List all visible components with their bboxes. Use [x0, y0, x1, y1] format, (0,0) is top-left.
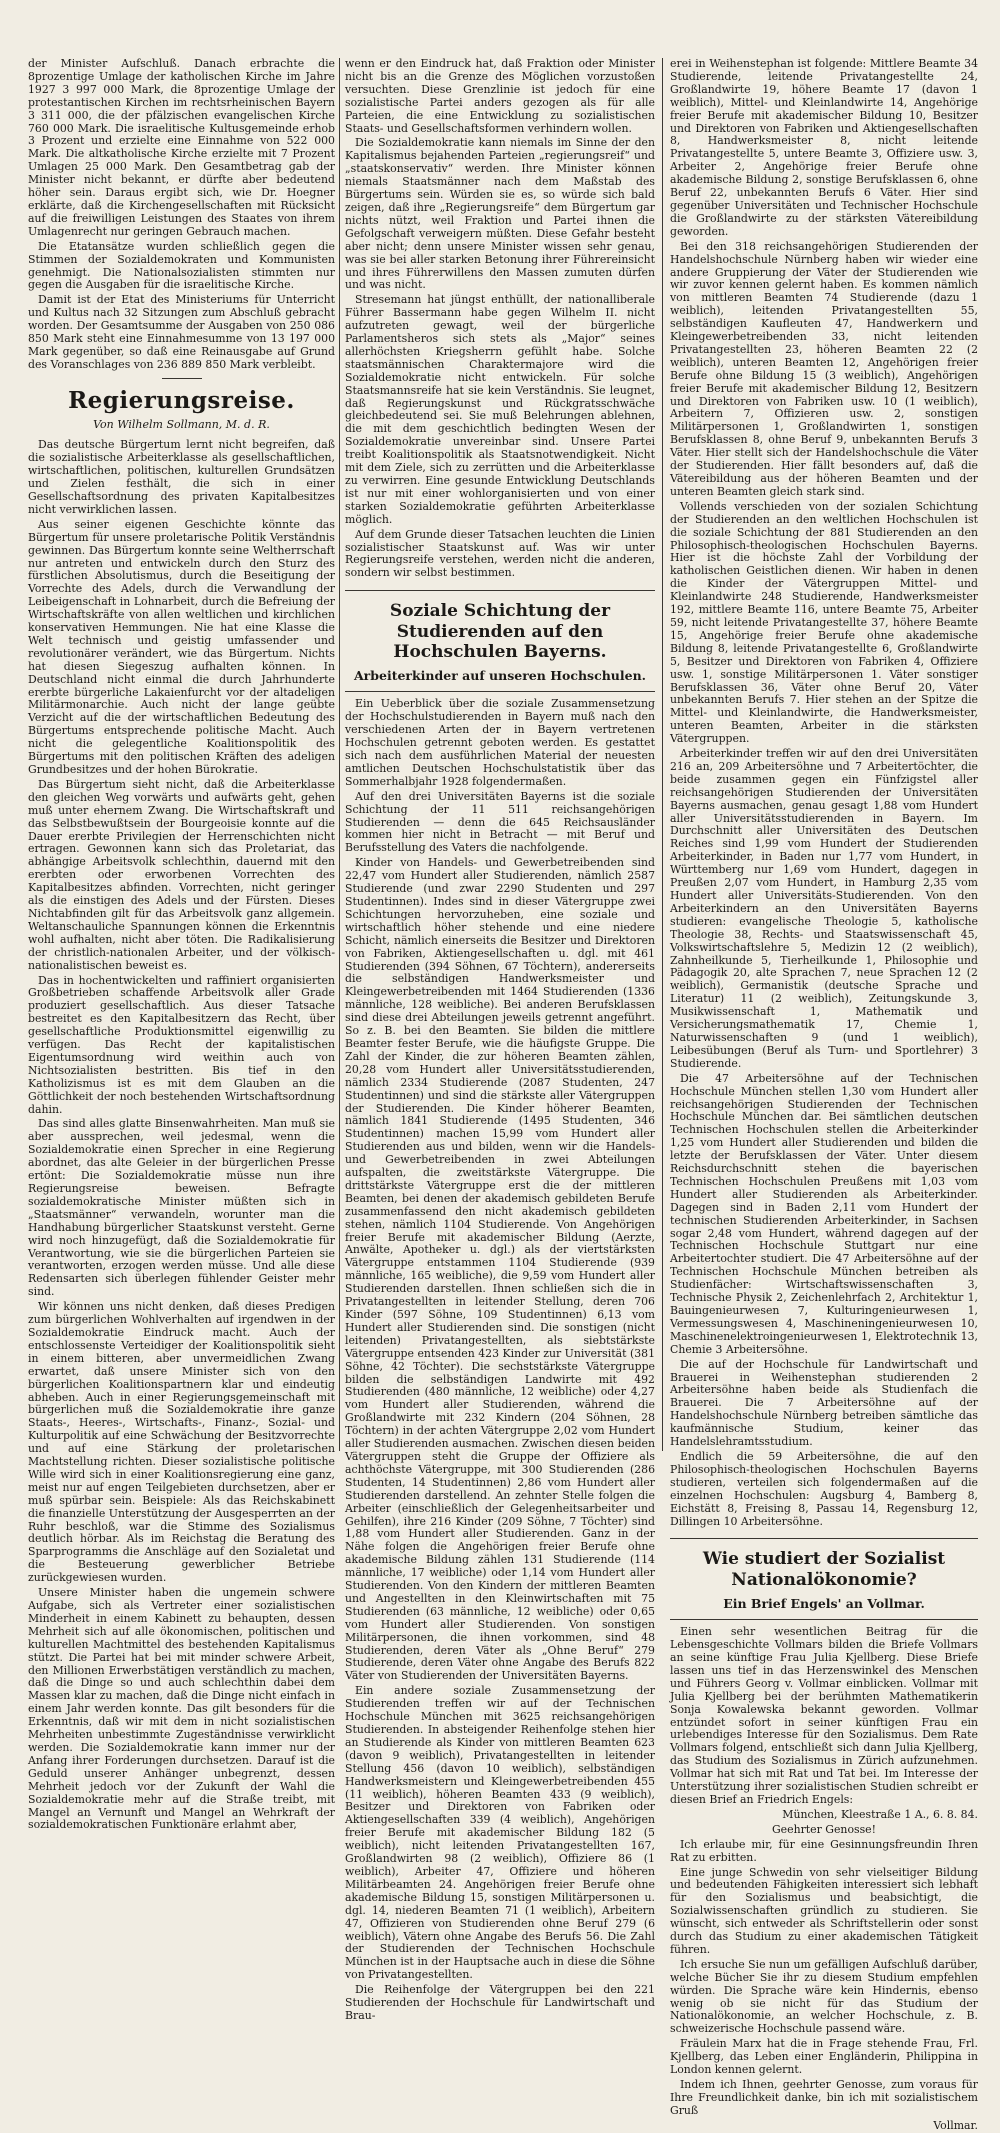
- paragraph: Ein Ueberblick über die soziale Zusammensetzung der Hochschulstudierenden in Bayern muß nach den verschiedenen Arten der in Bayern vertretenen Hochschulen getrennt geboten werden. Es gestattet sich nach dem ausführlichen Material der neuesten amtlichen Deutschen Hochschulstatistik über das Sommerhalbjahr 1928 folgendermaßen.: [345, 697, 655, 788]
- column-3: [670, 57, 979, 2132]
- paragraph: Damit ist der Etat des Ministeriums für Unterricht und Kultus nach 32 Sitzungen zum Abschluß gebracht worden. Der Gesamtsumme der Ausgaben von 250 086 850 Mark steht eine Einnahmesumme von 13 197 000 Mark gegenüber, so daß eine Reinausgabe auf Grund des Voranschlages von 236 889 850 Mark verbleibt.: [28, 293, 335, 371]
- article-subheadline: Ein Brief Engels' an Vollmar.: [723, 1596, 925, 1612]
- paragraph: Stresemann hat jüngst enthüllt, der nationalliberale Führer Bassermann habe gegen Wilhelm II. nicht aufzutreten gewagt, weil der bürgerliche Parlamentsheros sich stets als „Major“ seines allerhöchsten Kriegsherrn gefühlt habe. Solche staatsmännischen Charaktermajore wird die Sozialdemokratie nicht entwickeln. Für solche Staatsmannsreife hat sie kein Verständnis. Sie leugnet, daß Regierungskunst und Rückgratsschwäche gleichbedeutend sei. Sie muß Belehrungen ablehnen, die mit dem geschichtlich bedingten Wesen der Sozialdemokratie unvereinbar sind. Unsere Partei treibt Koalitionspolitik als Staatsnotwendigkeit. Nicht mit dem Ziele, sich zu zerrütten und die Arbeiterklasse zu verwirren. Eine gesunde Entwicklung Deutschlands ist nur mit einer wohlorganisierten und von einer starken Sozialdemokratie geführten Arbeiterklasse möglich.: [345, 293, 655, 526]
- paragraph: Ich ersuche Sie nun um gefälligen Aufschluß darüber, welche Bücher Sie ihr zu diesem Studium empfehlen würden. Die Sprache wäre kein Hindernis, ebenso wenig ob sie nicht für das Studium der Nationalökonomie, an welcher Hochschule, z. B. schweizerische Hochschule passend wäre.: [670, 1957, 979, 2036]
- paragraph: wenn er den Eindruck hat, daß Fraktion oder Minister nicht bis an die Grenze des Möglichen vorzustoßen versuchten. Diese Grenzlinie ist jedoch für eine sozialistische Partei anders gezogen als für alle Parteien, die eine Entwicklung zu sozialistischen Staats- und Gesellschaftsformen verhindern wollen.: [345, 57, 655, 135]
- letter-signature: Vollmar.: [933, 2118, 978, 2132]
- article-headline: Regierungsreise.: [68, 386, 295, 414]
- article-header-box: [345, 590, 655, 692]
- paragraph: Arbeiterkinder treffen wir auf den drei Universitäten 216 an, 209 Arbeitersöhne und 7 Arbeitertöchter, die beide zusammen gegen ein Fünfzigstel aller reichsangehörigen Studierenden der Universitäten Bayerns ausmachen, genau gesagt 1,88 vom Hundert aller Universitätsstudierenden in Bayern. Im Durchschnitt aller Universitäten des Deutschen Reiches sind 1,99 vom Hundert der Studierenden Arbeiterkinder, in Baden nur 1,77 vom Hundert, in Württemberg nur 1,69 vom Hundert, dagegen in Preußen 2,07 vom Hundert, in Hamburg 2,35 vom Hundert aller Universitäts-Studierenden. Von den Arbeiterkindern an den Universitäten Bayerns studieren: evangelische Theologie 5, katholische Theologie 38, Rechts- und Staatswissenschaft 45, Volkswirtschaftslehre 5, Medizin 12 (2 weiblich), Zahnheilkunde 5, Tierheilkunde 1, Philosophie und Pädagogik 20, alte Sprachen 7, neue Sprachen 12 (2 weiblich), Germanistik (deutsche Sprache und Literatur) 11 (2 weiblich), Zeitungskunde 3, Musikwissenschaft 1, Mathematik und Versicherungsmathematik 17, Chemie 1, Naturwissenschaften 9 (und 1 weiblich), Leibesübungen (Beruf als Turn- und Sportlehrer) 3 Studierende.: [670, 747, 978, 1070]
- paragraph: Vollends verschieden von der sozialen Schichtung der Studierenden an den weltlichen Hochschulen ist die soziale Schichtung der 881 Studierenden an den Philosophisch-theologischen Hochschulen Bayerns. Hier ist die höchste Zahl der Vorbildung der katholischen Geistlichen dienen. Wir haben in denen die Kinder der Vätergruppen Mittel- und Kleinlandwirte 248 Studierende, Handwerksmeister 192, mittlere Beamte 116, untere Beamte 75, Arbeiter 59, nicht leitende Privatangestellte 37, höhere Beamte 15, Angehörige freier Berufe ohne akademische Bildung 8, leitende Privatangestellte 6, Großlandwirte 5, Besitzer und Direktoren von Fabriken 4, Offiziere usw. 1, sonstige Militärpersonen 1. Väter sonstiger Berufsklassen 36, Väter ohne Beruf 20, Väter unbekannten Berufs 7. Hier stehen an der Spitze die Mittel- und Kleinlandwirte, die Handwerksmeister, unteren Beamten, Arbeiter in die stärksten Vätergruppen.: [670, 499, 978, 746]
- paragraph: Die Etatansätze wurden schließlich gegen die Stimmen der Sozialdemokraten und Kommunisten genehmigt. Die Nationalsozialisten stimmten nur gegen die Ausgaben für die israelitische Kirche.: [28, 239, 335, 292]
- paragraph: Eine junge Schwedin von sehr vielseitiger Bildung und bedeutenden Fähigkeiten interessiert sich lebhaft für den Sozialismus und beabsichtigt, die Sozialwissenschaften gründlich zu studieren. Sie wünscht, sich entweder als Schriftstellerin oder sonst durch das Studium zu einer akademischen Tätigkeit führen.: [670, 1865, 978, 1956]
- paragraph: Auf dem Grunde dieser Tatsachen leuchten die Linien sozialistischer Staatskunst auf. Was wir unter Regierungsreife verstehen, werden nicht die anderen, sondern wir selbst bestimmen.: [345, 527, 655, 580]
- article-header-box: [670, 1538, 978, 1620]
- paragraph: Die auf der Hochschule für Landwirtschaft und Brauerei in Weihenstephan studierenden 2 Arbeitersöhne haben beide als Studienfach die Brauerei. Die 7 Arbeitersöhne auf der Handelshochschule Nürnberg betreiben sämtliche das kaufmännische Studium, keiner das Handelslehramtsstudium.: [670, 1357, 978, 1449]
- byline: Von Wilhelm Sollmann, M. d. R.: [93, 418, 270, 432]
- paragraph: Das sind alles glatte Binsenwahrheiten. Man muß sie aber aussprechen, weil jedesmal, wenn die Sozialdemokratie einen Sprecher in eine Regierung abordnet, das alte Geleier in der bürgerlichen Presse ertönt: Die Sozialdemokratie müsse nun ihre Regierungsreise beweisen. Befragte sozialdemokratische Minister müßten sich in „Staatsmänner“ verwandeln, worunter man die Handhabung bürgerlicher Staatskunst versteht. Gerne wird noch hinzugefügt, daß die Sozialdemokratie für Verantwortung, wie sie die bürgerlichen Parteien sie verantworten, erzogen werden müsse. Und alle diese Redensarten sich überlegen fühlender Geister mehr sind.: [28, 1117, 335, 1299]
- paragraph: Fräulein Marx hat die in Frage stehende Frau, Frl. Kjellberg, das Leben einer Engländerin, Philippina in London kennen gelernt.: [670, 2037, 978, 2077]
- paragraph: erei in Weihenstephan ist folgende: Mittlere Beamte 34 Studierende, leitende Privatangestellte 24, Großlandwirte 19, höhere Beamte 17 (davon 1 weiblich), Mittel- und Kleinlandwirte 14, Angehörige freier Berufe mit akademischer Bildung 10, Besitzer und Direktoren von Fabriken und Aktiengesellschaften 8, Handwerksmeister 8, nicht leitende Privatangestellte 5, untere Beamte 3, Offiziere usw. 3, Arbeiter 2, Angehörige freier Berufe ohne akademische Bildung 2, sonstige Berufsklassen 6, ohne Beruf 22, unbekannten Berufs 6 Väter. Hier sind gegenüber Universitäten und Technischer Hochschule die Großlandwirte zu der stärksten Vätereibildung geworden.: [670, 57, 978, 238]
- paragraph: Indem ich Ihnen, geehrter Genosse, zum voraus für Ihre Freundlichkeit danke, bin ich mit sozialistischem Gruß: [670, 2078, 978, 2117]
- paragraph: Die Sozialdemokratie kann niemals im Sinne der den Kapitalismus bejahenden Parteien „regierungsreif“ und „staatskonservativ“ werden. Ihre Minister können niemals Staatsmänner nach dem Maßstab des Bürgertums sein. Würden sie es, so würde sich bald zeigen, daß ihre „Regierungsreife“ dem Bürgertum gar nichts nützt, weil Fraktion und Partei ihnen die Gefolgschaft verweigern müßten. Diese Gefahr besteht aber nicht; denn unsere Minister wissen sehr genau, was sie bei aller starken Betonung ihrer Führereinsicht und ihres Führerwillens den Massen zumuten dürfen und was nicht.: [345, 136, 655, 292]
- paragraph: Ich erlaube mir, für eine Gesinnungsfreundin Ihren Rat zu erbitten.: [670, 1837, 978, 1864]
- column-1: [28, 57, 335, 1832]
- letter-salutation: Geehrter Genosse!: [771, 1822, 876, 1836]
- paragraph: Das deutsche Bürgertum lernt nicht begreifen, daß die sozialistische Arbeiterklasse als gesellschaftlichen, wirtschaftlichen, politischen, kulturellen Grundsätzen und Zielen festhält, die sich in einer Gesellschaftsordnung des privaten Kapitalbesitzes nicht verwirklichen lassen.: [28, 438, 335, 516]
- article-headline: Soziale Schichtung der Studierenden auf den Hochschulen Bayerns.: [389, 601, 611, 663]
- column-rule: [339, 58, 340, 1451]
- paragraph: Auf den drei Universitäten Bayerns ist die soziale Schichtung der 11 511 reichsangehörigen Studierenden — denn die 645 Reichsausländer kommen hier nicht in Betracht — mit Beruf und Berufsstellung des Vaters die nachfolgende.: [345, 789, 655, 855]
- paragraph: Kinder von Handels- und Gewerbetreibenden sind 22,47 vom Hundert aller Studierenden, nämlich 2587 Studierende (und zwar 2290 Studenten und 297 Studentinnen). Indes sind in dieser Vätergruppe zwei Schichtungen hervorzuheben, eine soziale und wirtschaftlich höher stehende und eine niedere Schicht, nämlich einerseits die Besitzer und Direktoren von Fabriken, Aktiengesellschaften u. dgl. mit 461 Studierenden (394 Söhnen, 67 Töchtern), andererseits die selbständigen Handwerksmeister und Kleingewerbetreibenden mit 1464 Studierenden (1336 männliche, 128 weibliche). Bei anderen Berufsklassen sind diese drei Abteilungen jeweils getrennt angeführt. So z. B. bei den Beamten. Sie bilden die mittlere Beamter fester Berufe, wie die häufigste Gruppe. Die Zahl der Kinder, die zur höheren Beamten zählen, 20,28 vom Hundert aller Universitätsstudierenden, nämlich 2334 Studierende (2087 Studenten, 247 Studentinnen) und sind die stärkste aller Vätergruppen der Studierenden. Die Kinder höherer Beamten, nämlich 1841 Studierende (1495 Studenten, 346 Studentinnen) machen 15,99 vom Hundert aller Studierenden aus und bilden, wenn wir die Handels- und Gewerbetreibenden in zwei Abteilungen aufspalten, die zweitstärkste Vätergruppe. Die drittstärkste Vätergruppe erst die der mittleren Beamten, bei denen der akademisch gebildeten Berufe zusammenfassend den nicht akademisch gebildeten stehen, nämlich 1104 Studierende. Von Angehörigen freier Berufe mit akademischer Bildung (Aerzte, Anwälte, Apotheker u. dgl.) als der viertstärksten Vätergruppe entstammen 1104 Studierende (939 männliche, 165 weibliche), die 9,59 vom Hundert aller Studierenden darstellen. Ihnen schließen sich die in Privatangestellten in leitender Stellung, deren 706 Kinder (597 Söhne, 109 Studentinnen) 6,13 vom Hundert aller Studierenden sind. Die sonstigen (nicht leitenden) Privatangestellten, als siebtstärkste Vätergruppe entsenden 423 Kinder zur Universität (381 Söhne, 42 Töchter). Die sechststärkste Vätergruppe bilden die selbständigen Landwirte mit 492 Studierenden (480 männliche, 12 weibliche) oder 4,27 vom Hundert aller Studierenden, während die Großlandwirte mit 232 Kindern (204 Söhnen, 28 Töchtern) in der achten Vätergruppe 2,02 vom Hundert aller Studierenden ausmachen. Zwischen diesen beiden Vätergruppen steht die Gruppe der Offiziere als achthöchste Vätergruppe, mit 300 Studierenden (286 Studenten, 14 Studentinnen) 2,86 vom Hundert aller Studierenden darstellend. An zehnter Stelle folgen die Arbeiter (einschließlich der Gelegenheitsarbeiter und Gehilfen), ihre 216 Kinder (209 Söhne, 7 Töchter) sind 1,88 vom Hundert aller Studierenden. Ganz in der Nähe folgen die Angehörigen freier Berufe ohne akademische Bildung zählen 131 Studierende (114 männliche, 17 weibliche) oder 1,14 vom Hundert aller Studierenden. Von den Kindern der mittleren Beamten und Angestellten in den Kleinwirtschaften mit 75 Studierenden (63 männliche, 12 weibliche) oder 0,65 vom Hundert aller Studierenden. Von sonstigen Militärpersonen, die ihnen vorkommen, sind 48 Studierenden, deren Väter als „Ohne Beruf“ 279 Studierende, deren Väter ohne Angabe des Berufs 822 Väter von Studierenden der Universitäten Bayerns.: [345, 856, 655, 1683]
- paragraph: Das Bürgertum sieht nicht, daß die Arbeiterklasse den gleichen Weg vorwärts und aufwärts geht, gehen muß unter ehernem Zwang. Die Wirtschaftskraft und das Selbstbewußtsein der Bourgeoisie konnte auf die Dauer ererbte Privilegien der Herrenschichten nicht ertragen. Gewonnen kann sich das Proletariat, das abhängige Arbeitsvolk schlechthin, dauernd mit den ererbten oder erworbenen Vorrechten des Kapitalbesitzes abfinden. Vorrechten, nicht geringer als die einstigen des Adels und der Fürsten. Dieses Nichtabfinden gilt für das Arbeitsvolk ganz allgemein. Weltanschauliche Spannungen können die Erkenntnis wohl aufhalten, nicht aber töten. Die Radikalisierung der christlich-nationalen Arbeiter, und der völkisch-nationalistischen beweist es.: [28, 777, 335, 972]
- paragraph: Das in hochentwickelten und raffiniert organisierten Großbetrieben schaffende Arbeitsvolk aller Grade produziert gesellschaftlich. Aus dieser Tatsache bestreitet es den Kapitalbesitzern das Recht, über gesellschaftliche Produktionsmittel eigenwillig zu verfügen. Das Recht der kapitalistischen Eigentumsordnung wird weithin auch von Nichtsozialisten bestritten. Bis tief in den Katholizismus ist es mit dem Glauben an die Göttlichkeit der noch bestehenden Wirtschaftsordnung dahin.: [28, 973, 335, 1116]
- paragraph: Ein andere soziale Zusammensetzung der Studierenden treffen wir auf der Technischen Hochschule München mit 3625 reichsangehörigen Studierenden. In absteigender Reihenfolge stehen hier an Studierende als Kinder von mittleren Beamten 623 (davon 9 weiblich), Privatangestellten in leitender Stellung 456 (davon 10 weiblich), selbständigen Handwerksmeistern und Kleingewerbetreibenden 455 (11 weiblich), höheren Beamten 433 (9 weiblich), Besitzer und Direktoren von Fabriken oder Aktiengesellschaften 339 (4 weiblich), Angehörigen freier Berufe mit akademischer Bildung 182 (5 weiblich), nicht leitenden Privatangestellten 167, Großlandwirten 98 (2 weiblich), Offiziere 86 (1 weiblich), Arbeiter 47, Offiziere und höheren Militärbeamten 24. Angehörigen freier Berufe ohne akademische Bildung 15, sonstigen Militärpersonen u. dgl. 14, niederen Beamten 71 (1 weiblich), Arbeitern 47, Offizieren von Studierenden ohne Beruf 279 (6 weiblich), Vätern ohne Angabe des Berufs 56. Die Zahl der Studierenden der Technischen Hochschule München ist in der Hauptsache auch in diese die Söhne von Privatangestellten.: [345, 1684, 655, 1982]
- divider: [162, 378, 202, 379]
- letter-dateline: München, Kleestraße 1 A., 6. 8. 84.: [782, 1807, 978, 1821]
- article-subheadline: Arbeiterkinder auf unseren Hochschulen.: [353, 668, 647, 684]
- paragraph: Endlich die 59 Arbeitersöhne, die auf den Philosophisch-theologischen Hochschulen Bayerns studieren, verteilen sich folgendermaßen auf die einzelnen Hochschulen: Augsburg 4, Bamberg 8, Eichstätt 8, Freising 8, Passau 14, Regensburg 12, Dillingen 10 Arbeitersöhne.: [670, 1449, 978, 1528]
- paragraph: Unsere Minister haben die ungemein schwere Aufgabe, sich als Vertreter einer sozialistischen Minderheit in einem Kabinett zu behaupten, dessen Mehrheit sich auf alle ökonomischen, politischen und kulturellen Machtmittel des bestehenden Kapitalismus stützt. Die Partei hat bei mit minder schwere Arbeit, den Millionen Erwerbstätigen verständlich zu machen, daß die Dinge so und auch schlechthin dabei dem Massen klar zu machen, daß die Dinge nicht einfach in einem Jahr werden konnte. Das gilt besonders für die Erkenntnis, daß wir mit dem in nicht sozialistischen Mehrheiten unbestimmte Zugeständnisse verwirklicht werden. Die Sozialdemokratie kann immer nur der Anfang ihrer Forderungen durchsetzen. Darauf ist die Geduld unserer Anhänger unbegrenzt, dessen Mehrheit jedoch vor der Zukunft der Wahl die Sozialdemokratie mehr auf die Straße treibt, mit Mangel an Vernunft und Mangel an Wehrkraft der sozialdemokratischen Funktionäre erlahmt aber,: [28, 1586, 335, 1832]
- article-headline: Wie studiert der Sozialist Nationalökonomie?: [702, 1549, 946, 1590]
- paragraph: Einen sehr wesentlichen Beitrag für die Lebensgeschichte Vollmars bilden die Briefe Vollmars an seine künftige Frau Julia Kjellberg. Diese Briefe lassen uns tief in das Herzenswinkel des Menschen und Führers Georg v. Vollmar einblicken. Vollmar mit Julia Kjellberg bei der berühmten Mathematikerin Sonja Kowalewska bekannt geworden. Vollmar entzündet sofort in seiner künftigen Frau ein urlebendiges Interesse für den Sozialismus. Dem Rate Vollmars folgend, entschließt sich dann Julia Kjellberg, das Studium des Sozialismus in Zürich aufzunehmen. Vollmar hat sich mit Rat und Tat bei. Im Interesse der Unterstützung ihrer sozialistischen Studien schreibt er diesen Brief an Friedrich Engels:: [670, 1625, 978, 1806]
- paragraph: der Minister Aufschluß. Danach erbrachte die 8prozentige Umlage der katholischen Kirche im Jahre 1927 3 997 000 Mark, die 8prozentige Umlage der protestantischen Kirchen im rechtsrheinischen Bayern 3 311 000, die der pfälzischen evangelischen Kirche 760 000 Mark. Die israelitische Kultusgemeinde erhob 3 Prozent und erzielte eine Einnahme von 522 000 Mark. Die altkatholische Kirche erzielte mit 7 Prozent Umlagen 25 000 Mark. Den Gesamtbetrag gab der Minister nicht bekannt, er dürfte aber bedeutend höher sein. Daraus ergibt sich, wie Dr. Hoegner erklärte, daß die Kirchengesellschaften mit Rücksicht auf die freiwilligen Leistungen des Staates von ihrem Umlagenrecht nur geringen Gebrauch machen.: [28, 57, 335, 238]
- paragraph: Die Reihenfolge der Vätergruppen bei den 221 Studierenden der Hochschule für Landwirtschaft und Brau-: [345, 1983, 655, 2022]
- column-2: [345, 57, 655, 2022]
- paragraph: Aus seiner eigenen Geschichte könnte das Bürgertum für unsere proletarische Politik Verständnis gewinnen. Das Bürgertum konnte seine Weltherrschaft nur antreten und entwickeln durch den Sturz des fürstlichen Absolutismus, durch die Beseitigung der Vorrechte des Adels, durch die Verwandlung der Leibeigenschaft in Lohnarbeit, durch die Befreiung der Wirtschaftskräfte von allen weltlichen und kirchlichen konservativen Hemmungen. Nie hat eine Klasse die Welt technisch und geistig umfassender und revolutionärer verändert, wie das Bürgertum. Nichts hat diesen Siegeszug aufhalten können. In Deutschland nicht einmal die durch Jahrhunderte ererbte bürgerliche Lakaienfurcht vor der altadeligen Militärmonarchie. Auch nicht der lange geübte Verzicht auf die der wirtschaftlichen Bedeutung des Bürgertums entsprechende politische Macht. Auch nicht die gelegentliche Koalitionspolitik des Bürgertums mit den politischen Kräften des adeligen Grundbesitzes und der hohen Bürokratie.: [28, 517, 335, 776]
- paragraph: Bei den 318 reichsangehörigen Studierenden der Handelshochschule Nürnberg haben wir wieder eine andere Gruppierung der Väter der Studierenden wie wir zuvor kennen gelernt haben. Es kommen nämlich von mittleren Beamten 74 Studierende (dazu 1 weiblich), leitenden Privatangestellten 55, selbständigen Kaufleuten 47, Handwerkern und Kleingewerbetreibenden 33, nicht leitenden Privatangestellten 23, höheren Beamten 22 (2 weiblich), unteren Beamten 12, Angehörigen freier Berufe ohne Bildung 15 (3 weiblich), Angehörigen freier Berufe mit akademischer Bildung 12, Besitzern und Direktoren von Fabriken usw. 10 (1 weiblich), Arbeitern 7, Offizieren usw. 2, sonstigen Militärpersonen 1, Großlandwirten 1, sonstigen Berufsklassen 8, ohne Beruf 9, unbekannten Berufs 3 Väter. Hier stellt sich der Handelshochschule die Väter der Studierenden. Hier fällt besonders auf, daß die Vätereibildung aus der höheren Beamten und der unteren Beamten gleich stark sind.: [670, 239, 978, 498]
- paragraph: Die 47 Arbeitersöhne auf der Technischen Hochschule München stellen 1,30 vom Hundert aller reichsangehörigen Studierenden der Technischen Hochschule München dar. Bei sämtlichen deutschen Technischen Hochschulen stellen die Arbeiterkinder 1,25 vom Hundert aller Studierenden und bilden die letzte der Berufsklassen der Väter. Unter diesem Reichsdurchschnitt stehen die bayerischen Technischen Hochschulen Preußens mit 1,03 vom Hundert aller Studierenden als Arbeiterkinder. Dagegen sind in Baden 2,11 vom Hundert der technischen Studierenden Arbeiterkinder, in Sachsen sogar 2,48 vom Hundert, während dagegen auf der Technischen Hochschule Stuttgart nur eine Arbeitertochter studiert. Die 47 Arbeitersöhne auf der Technischen Hochschule München betreiben als Studienfächer: Wirtschaftswissenschaften 3, Technische Physik 2, Zeichenlehrfach 2, Architektur 1, Bauingenieurwesen 7, Kulturingenieurwesen 1, Vermessungswesen 4, Maschineningenieurwesen 10, Maschinenelektroingenieurwesen 1, Elektrotechnik 13, Chemie 3 Arbeitersöhne.: [670, 1071, 978, 1356]
- paragraph: Wir können uns nicht denken, daß dieses Predigen zum bürgerlichen Wohlverhalten auf irgendwen in der Sozialdemokratie Eindruck macht. Auch der entschlossenste Verteidiger der Koalitionspolitik sieht in einem bitteren, aber unvermeidlichen Zwang erwartet, daß unsere Minister sich von den bürgerlichen Koalitionspartnern klar und eindeutig abheben. Auch in einer Regierungsgemeinschaft mit bürgerlichen muß die Sozialdemokratie ihre ganze Staats-, Heeres-, Wirtschafts-, Finanz-, Sozial- und Kulturpolitik auf eine Schwächung der Besitzvorrechte und auf eine Stärkung der proletarischen Machtstellung richten. Dieser sozialistische politische Wille wird sich in einer Koalitionsregierung eine ganz, meist nur auf engen Teilgebieten durchsetzen, aber er muß spürbar sein. Beispiele: Als das Reichskabinett die finanzielle Unterstützung der Ausgesperrten an der Ruhr beschloß, war die Stimme des Sozialismus deutlich hörbar. Als im Reichstag die Beratung des Sparprogramms die Anschläge auf den Sozialetat und die Besteuerung gewerblicher Betriebe zurückgewiesen wurden.: [28, 1300, 335, 1585]
- column-rule: [662, 58, 663, 1451]
